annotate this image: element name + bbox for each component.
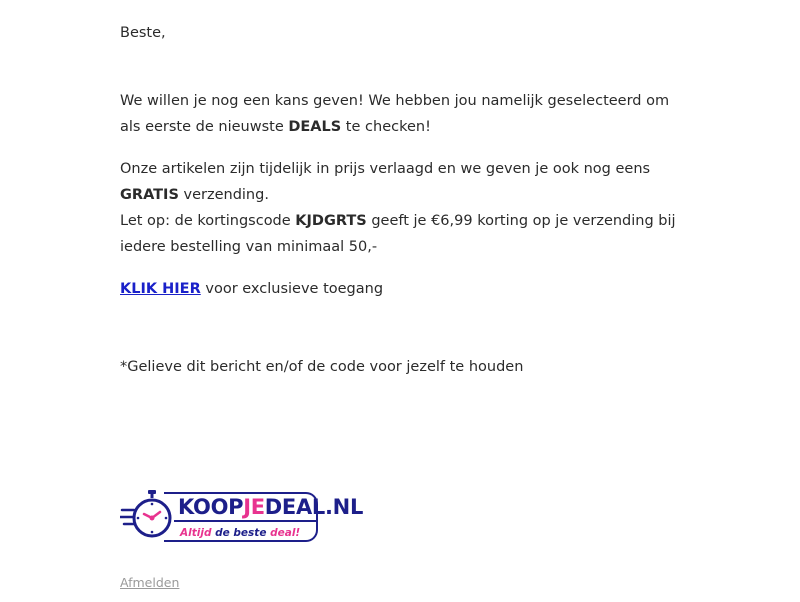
logo-brand-je: JE (243, 495, 265, 519)
tagline-deal: deal! (266, 527, 301, 539)
gratis-emphasis: GRATIS (120, 187, 179, 203)
unsubscribe-link[interactable]: Afmelden (120, 575, 180, 590)
cta-text: voor exclusieve toegang (200, 281, 384, 297)
offer-paragraph (120, 156, 680, 208)
offer-text-1: Onze artikelen zijn tijdelijk in prijs verlaagd en we geven je ook nog eens (120, 161, 651, 177)
deals-emphasis: DEALS (288, 119, 342, 135)
intro-text-1: We willen je nog een kans geven! We hebben jou namelijk geselecteerd om als eerste de nieuwste (120, 93, 670, 135)
tagline-de-beste: de beste (215, 527, 267, 539)
confidentiality-note: *Gelieve dit bericht en/of de code voor jezelf te houden (120, 359, 524, 375)
intro-paragraph (120, 88, 680, 140)
discount-code-paragraph (120, 208, 680, 260)
klik-hier-link[interactable]: KLIK HIER (120, 281, 201, 297)
discount-code: KJDGRTS (295, 213, 367, 229)
greeting: Beste, (120, 25, 166, 41)
logo-brand-koop: KOOP (178, 495, 244, 519)
offer-text-2: verzending. (178, 187, 269, 203)
intro-text-2: te checken! (341, 119, 431, 135)
tagline-altijd: Altijd (180, 527, 216, 539)
koopjedeal-logo (120, 488, 364, 546)
logo-brand-name (178, 494, 363, 520)
logo-brand-deal: DEAL.NL (264, 495, 364, 519)
code-text-2: geeft je €6,99 korting op je verzending bij iedere bestelling van minimaal 50,- (120, 213, 676, 255)
code-text-1: Let op: de kortingscode (120, 213, 296, 229)
email-body (120, 20, 680, 380)
cta-paragraph (120, 276, 680, 302)
logo-tagline (180, 526, 300, 540)
stopwatch-icon (120, 488, 180, 546)
logo-underline (174, 520, 318, 522)
